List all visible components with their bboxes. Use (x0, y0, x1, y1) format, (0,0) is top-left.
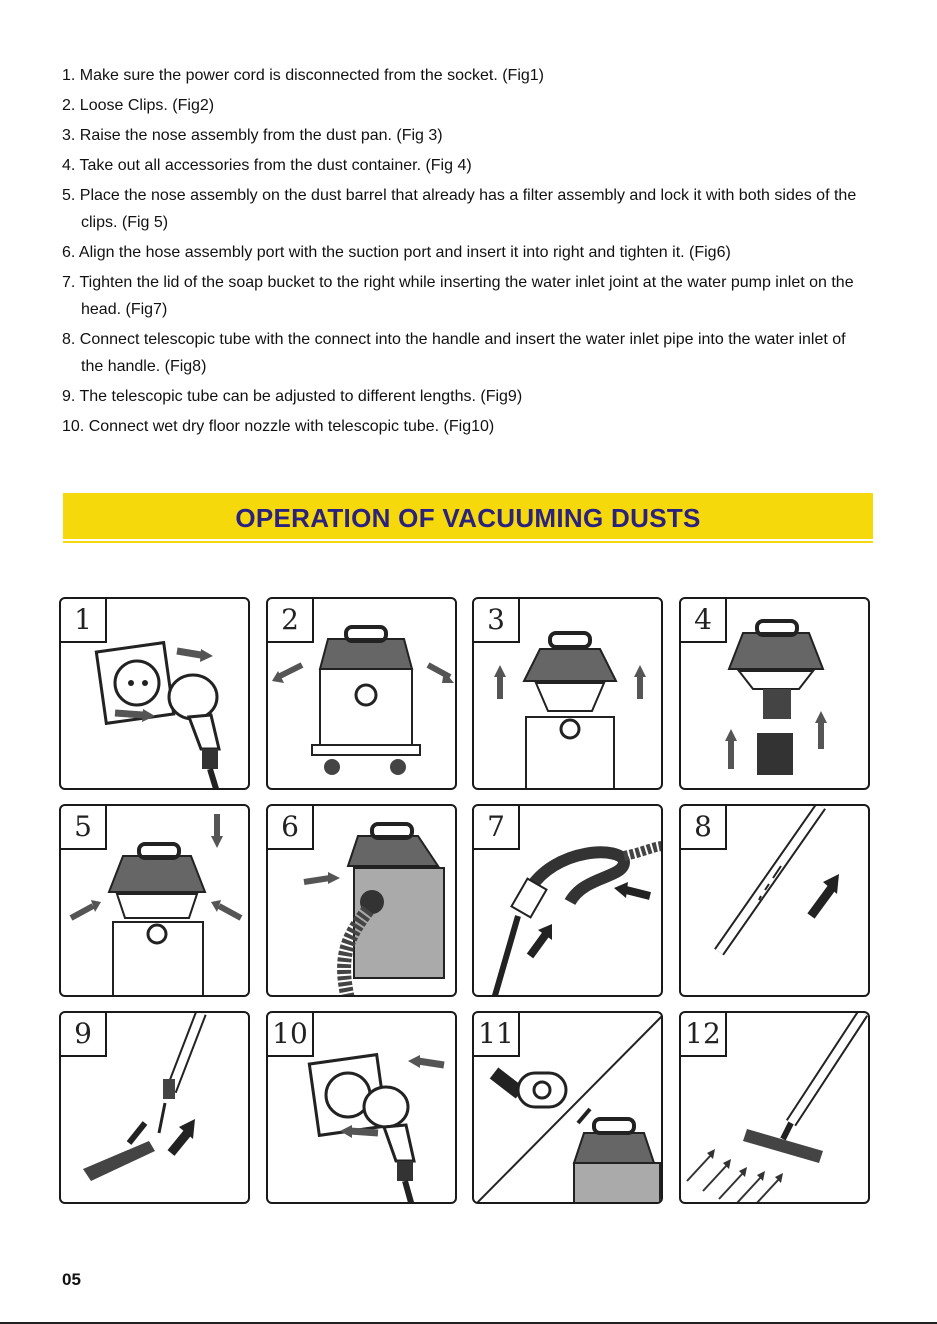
figure-number: 12 (681, 1013, 727, 1057)
figure-4 (679, 597, 870, 790)
figure-5 (59, 804, 250, 997)
section-banner (63, 493, 873, 539)
instruction-step-1: 1. Make sure the power cord is disconnected from the socket. (Fig1) (62, 67, 544, 84)
figure-number: 11 (474, 1013, 520, 1057)
instruction-step-4: 4. Take out all accessories from the dust container. (Fig 4) (62, 157, 472, 174)
instruction-step-2: 2. Loose Clips. (Fig2) (62, 97, 215, 114)
page-number: 05 (62, 1270, 81, 1289)
assembly-instructions (62, 62, 872, 443)
figure-8 (679, 804, 870, 997)
figure-number: 9 (61, 1013, 107, 1057)
instruction-step-6: 6. Align the hose assembly port with the suction port and insert it into right and tighten it. (Fig6) (62, 244, 731, 261)
instruction-step-7: 7. Tighten the lid of the soap bucket to the right while inserting the water inlet joint at the water pump inlet on the head. (Fig7) (62, 274, 854, 318)
figure-3 (472, 597, 663, 790)
instruction-step-9: 9. The telescopic tube can be adjusted to different lengths. (Fig9) (62, 388, 523, 405)
figure-number: 10 (268, 1013, 314, 1057)
section-heading: OPERATION OF VACUUMING DUSTS (235, 503, 701, 533)
banner-underline (63, 541, 873, 543)
figure-number: 7 (474, 806, 520, 850)
figure-number: 4 (681, 599, 727, 643)
figure-6 (266, 804, 457, 997)
figure-1 (59, 597, 250, 790)
instruction-step-10: 10. Connect wet dry floor nozzle with telescopic tube. (Fig10) (62, 418, 495, 435)
figure-9 (59, 1011, 250, 1204)
figure-number: 6 (268, 806, 314, 850)
figure-12 (679, 1011, 870, 1204)
figure-7 (472, 804, 663, 997)
figure-number: 8 (681, 806, 727, 850)
figure-2 (266, 597, 457, 790)
figure-11 (472, 1011, 663, 1204)
instruction-step-8: 8. Connect telescopic tube with the connect into the handle and insert the water inlet pipe into the water inlet of the handle. (Fig8) (62, 331, 846, 375)
figure-number: 1 (61, 599, 107, 643)
instruction-step-3: 3. Raise the nose assembly from the dust pan. (Fig 3) (62, 127, 443, 144)
figure-number: 2 (268, 599, 314, 643)
figure-number: 3 (474, 599, 520, 643)
instruction-step-5: 5. Place the nose assembly on the dust barrel that already has a filter assembly and lock it with both sides of the clips. (Fig 5) (62, 187, 857, 231)
figure-number: 5 (61, 806, 107, 850)
figure-10 (266, 1011, 457, 1204)
